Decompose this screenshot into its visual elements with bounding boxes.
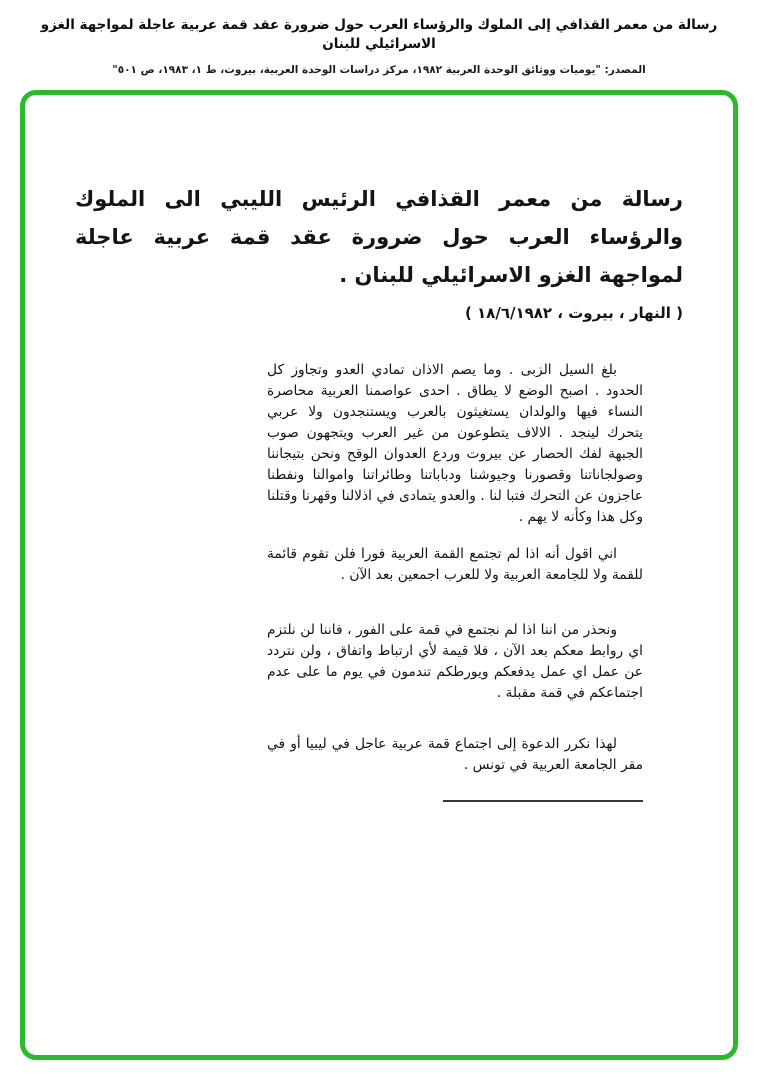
document-body <box>267 360 643 802</box>
document-page <box>25 95 733 1055</box>
document-paragraph: ونحذر من اننا اذا لم نجتمع في قمة على الفور ، فاننا لن نلتزم اي روابط معكم بعد الآن ، فلا قيمة لأي ارتباط واتفاق ، ولن نتردد عن عمل اي عمل يدفعكم ويورطكم تندمون في يوم ما على عدم اجتماعكم في قمة مقبلة . <box>267 622 643 702</box>
document-frame <box>20 90 738 1060</box>
header-title: رسالة من معمر القذافي إلى الملوك والرؤساء العرب حول ضرورة عقد قمة عربية عاجلة لمواجهة الغزو الاسرائيلي للبنان <box>40 17 718 52</box>
page-header <box>0 0 758 76</box>
separator-line <box>443 800 643 802</box>
document-dateline: ( النهار ، بيروت ، ١٨/٦/١٩٨٢ ) <box>464 304 683 323</box>
document-title: رسالة من معمر القذافي الرئيس الليبي الى الملوك والرؤساء العرب حول ضرورة عقد قمة عربية عاجلة لمواجهة الغزو الاسرائيلي للبنان . <box>75 187 683 287</box>
document-paragraph: اني اقول أنه اذا لم تجتمع القمة العربية فورا فلن تقوم قائمة للقمة ولا للجامعة العربية ولا للعرب اجمعين بعد الآن . <box>267 546 643 584</box>
document-paragraph: لهذا نكرر الدعوة إلى اجتماع قمة عربية عاجل في ليبيا أو في مقر الجامعة العربية في تونس . <box>267 736 643 774</box>
document-paragraph: بلغ السيل الزبى . وما يصم الاذان تمادي العدو وتجاوز كل الحدود . اصبح الوضع لا يطاق . احدى عواصمنا العربية محاصرة النساء فيها والولدان يستغيثون بالعرب ويستنجدون ولا عربي يتحرك لينجد . الالاف يتطوعون من غير العرب ويتجهون صوب الجبهة لفك الحصار عن بيروت وردع العدوان الوقح ونحن بتيجاننا وصولجاناتنا وقصورنا وجيوشنا ودباباتنا وطائراتنا واموالنا ونفطنا عاجزون عن التحرك فتبا لنا . والعدو يتمادى في اذلالنا وقهرنا وقتلنا وكل هذا وكأنه لا يهم . <box>267 362 643 526</box>
header-source-line: المصدر: "يوميات ووثائق الوحدة العربية ١٩٨٢، مركز دراسات الوحدة العربية، بيروت، ط ١، ١٩٨٣، ص ٥٠١" <box>112 63 646 76</box>
